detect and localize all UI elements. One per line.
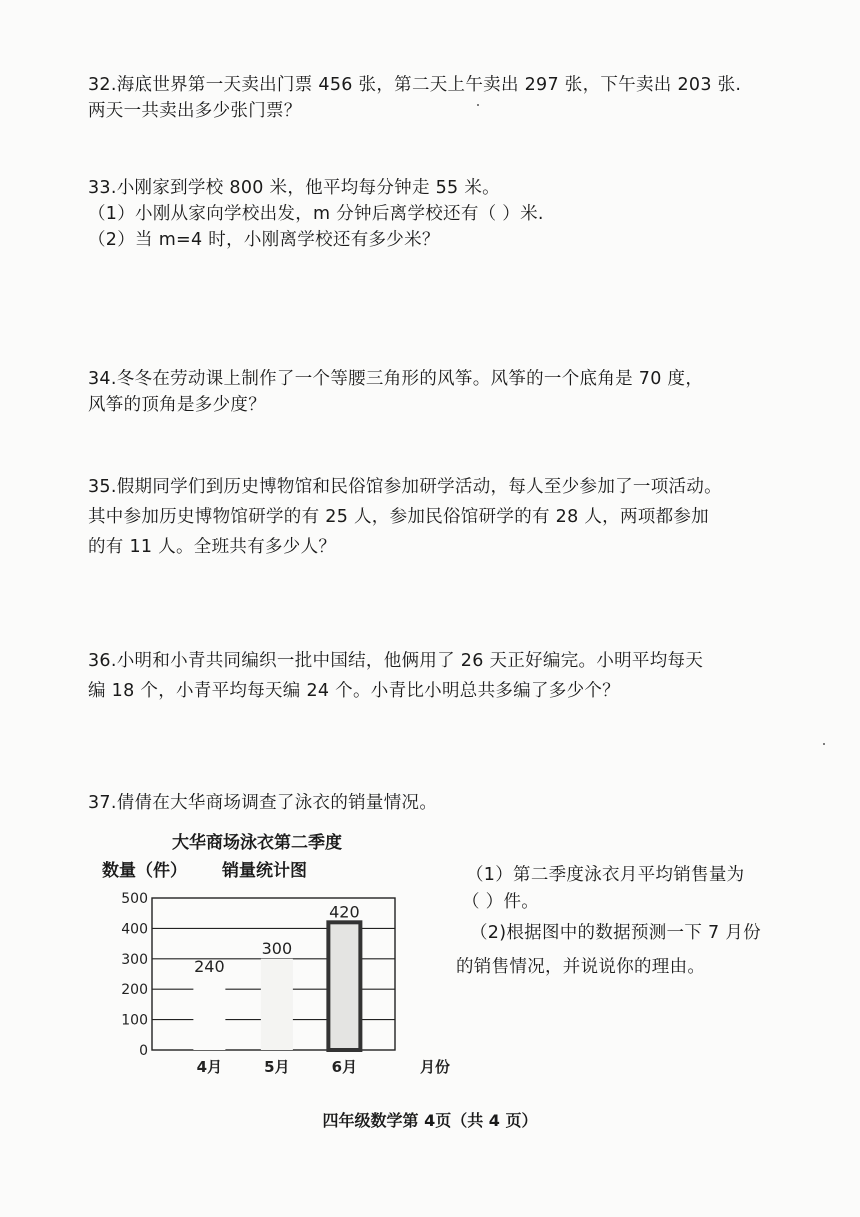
x-tick-label: 4月 (196, 1058, 223, 1076)
chart-title: 大华商场泳衣第二季度 (172, 833, 342, 853)
bar-value-label: 420 (329, 902, 360, 922)
question-35-line-2: 其中参加历史博物馆研学的有 25 人，参加民俗馆研学的有 28 人，两项都参加 (88, 507, 709, 527)
question-34 (88, 366, 703, 418)
question-34-line-2: 风筝的顶角是多少度？ (88, 395, 266, 415)
y-tick-label: 100 (121, 1012, 148, 1029)
bar-value-label: 300 (261, 938, 293, 958)
y-tick-label: 200 (121, 982, 148, 999)
question-37 (88, 790, 437, 816)
x-axis-label: 月份 (419, 1058, 451, 1076)
question-33-part-1: （1）小刚从家向学校出发，m 分钟后离学校还有（ ）米. (88, 204, 544, 224)
question-37-part-1-line-1: （1）第二季度泳衣月平均销售量为 (466, 865, 745, 885)
scan-speck (477, 104, 479, 106)
scan-speck (823, 743, 825, 745)
bar (193, 977, 225, 1050)
x-tick-label: 6月 (331, 1058, 358, 1076)
question-33-part-2: （2）当 m=4 时，小刚离学校还有多少米？ (88, 230, 440, 250)
bar (328, 922, 360, 1050)
bar-value-label: 240 (194, 957, 225, 977)
y-tick-label: 0 (139, 1043, 148, 1059)
bar-chart (95, 880, 455, 1090)
question-37-stem: 37.倩倩在大华商场调查了泳衣的销量情况。 (88, 793, 438, 813)
question-36-line-1: 36.小明和小青共同编织一批中国结，他俩用了 26 天正好编完。小明平均每天 (88, 651, 704, 671)
bar (261, 959, 293, 1050)
question-36 (88, 646, 703, 706)
question-36-line-2: 编 18 个，小青平均每天编 24 个。小青比小明总共多编了多少个？ (88, 681, 620, 701)
question-37-part-2-line-2: 的销售情况，并说说你的理由。 (456, 957, 706, 977)
question-37-part-1-line-2: （ ）件。 (462, 892, 540, 912)
question-34-line-1: 34.冬冬在劳动课上制作了一个等腰三角形的风筝。风筝的一个底角是 70 度， (88, 369, 704, 389)
question-35 (88, 472, 722, 562)
x-tick-label: 5月 (264, 1058, 290, 1076)
question-33-stem: 33.小刚家到学校 800 米，他平均每分钟走 55 米。 (88, 178, 500, 198)
question-32-line-2: 两天一共卖出多少张门票？ (88, 101, 302, 121)
y-tick-label: 400 (121, 921, 148, 938)
question-37-part-2-line-1: （2)根据图中的数据预测一下 7 月份 (470, 923, 761, 943)
chart-subtitle: 销量统计图 (222, 861, 307, 881)
y-tick-label: 300 (121, 951, 148, 968)
question-35-line-3: 的有 11 人。全班共有多少人？ (88, 537, 337, 557)
question-32-line-1: 32.海底世界第一天卖出门票 456 张，第二天上午卖出 297 张，下午卖出 203 张. (88, 75, 742, 95)
page-footer: 四年级数学第 4页（共 4 页） (322, 1111, 538, 1130)
question-32 (88, 72, 741, 124)
question-33 (88, 175, 544, 253)
chart-y-axis-label: 数量（件） (102, 861, 187, 881)
y-tick-label: 500 (121, 891, 148, 907)
question-35-line-1: 35.假期同学们到历史博物馆和民俗馆参加研学活动，每人至少参加了一项活动。 (88, 477, 722, 497)
